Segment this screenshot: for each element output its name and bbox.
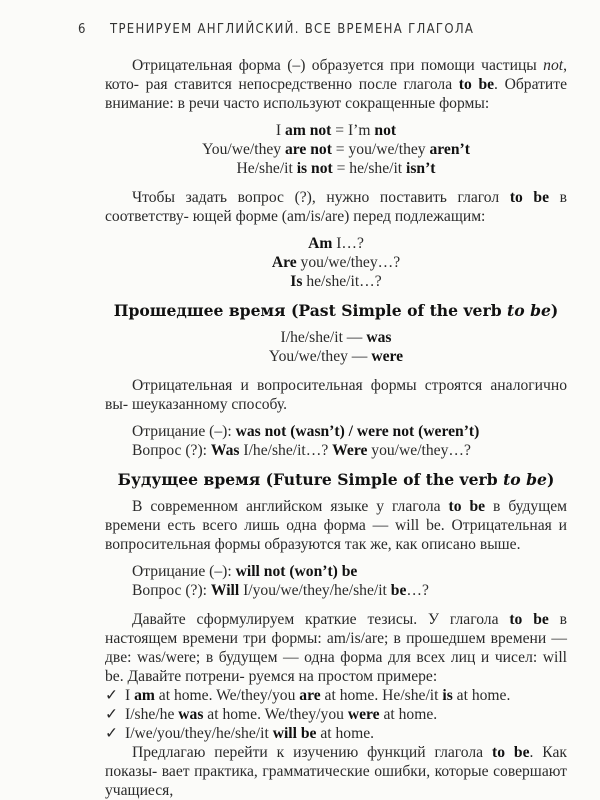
example-item: ✓ I am at home. We/they/you are at home. He/she/it is at home. [105, 687, 511, 704]
paragraph-negative-intro: Отрицательная форма (–) образуется при помощи частицы not, кото- рая ставится непосредственно после глагола to be. Обратите внимание: в речи часто используют сокращенные формы: [105, 57, 568, 112]
page-number: 6 [78, 22, 87, 37]
checkmark-icon: ✓ [105, 687, 119, 704]
question-form: Is he/she/it…? [290, 273, 382, 290]
future-question-line: Вопрос (?): Will I/you/we/they/he/she/it be…? [132, 582, 429, 599]
future-negative-line: Отрицание (–): will not (won’t) be [132, 563, 358, 580]
negative-forms-list [105, 121, 567, 178]
running-header [78, 22, 580, 42]
section-heading-past: Прошедшее время (Past Simple of the verb to be) [113, 301, 559, 320]
question-forms-list [105, 234, 567, 291]
running-title: ТРЕНИРУЕМ АНГЛИЙСКИЙ. ВСЕ ВРЕМЕНА ГЛАГОЛА [110, 22, 475, 37]
negative-form: You/we/they are not = you/we/they aren’t [202, 141, 470, 158]
past-form: I/he/she/it — was [280, 329, 392, 346]
example-item: ✓ I/she/he was at home. We/they/you were at home. [105, 706, 438, 723]
negative-form: I am not = I’m not [275, 122, 397, 139]
paragraph-future: В современном английском языке у глагола to be в будущем времени есть всего лишь одна форма — will be. Отрицательная и вопросительная формы образуются так же, как описано выше. [105, 498, 567, 553]
past-question-line: Вопрос (?): Was I/he/she/it…? Were you/we/they…? [132, 442, 471, 459]
negative-form: He/she/it is not = he/she/it isn’t [236, 160, 436, 177]
examples-list [105, 686, 567, 743]
past-negative-line: Отрицание (–): was not (wasn’t) / were not (weren’t) [132, 423, 480, 440]
paragraph-past-note: Отрицательная и вопросительная формы строятся аналогично вы- шеуказанному способу. [105, 377, 567, 413]
checkmark-icon: ✓ [105, 706, 119, 723]
paragraph-closing: Предлагаю перейти к изучению функций глагола to be. Как показы- вает практика, грамматические ошибки, которые совершают учащиеся, [105, 744, 567, 799]
question-form: Are you/we/they…? [271, 254, 401, 271]
checkmark-icon: ✓ [105, 725, 119, 742]
question-form: Am I…? [308, 235, 364, 252]
paragraph-summary: Давайте сформулируем краткие тезисы. У глагола to be в настоящем времени три формы: am/is/are; в прошедшем времени — две: was/were; в будущем — одна форма для всех лиц и чисел: will be. Давайте потрени- руемся на простом примере: [105, 611, 568, 685]
paragraph-question-intro: Чтобы задать вопрос (?), нужно поставить глагол to be в соответству- ющей форме (am/is/are) перед подлежащим: [105, 189, 567, 225]
page-body [105, 56, 567, 800]
example-item: ✓ I/we/you/they/he/she/it will be at home. [105, 725, 375, 742]
past-form: You/we/they — were [268, 348, 404, 365]
section-heading-future: Будущее время (Future Simple of the verb to be) [117, 470, 555, 489]
